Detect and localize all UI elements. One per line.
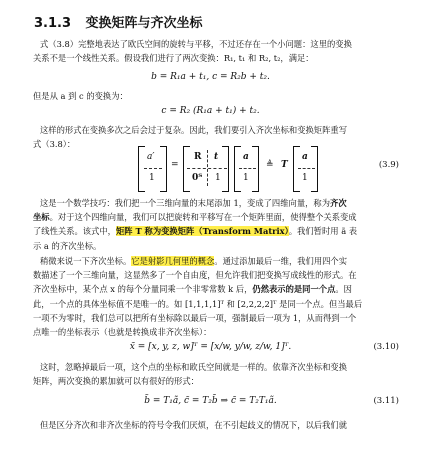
transform-right-bracket xyxy=(222,146,229,192)
equation-chain: b̃ = T₁ã, c̃ = T₂b̃ ⇒ c̃ = T₂T₁ã. xyxy=(144,396,277,406)
lhs-left-bracket xyxy=(138,146,145,192)
paragraph-5-line-2: 数描述了一个三维向量，这显然多了一个自由度，但允许我们把变换写成线性的形式。在 xyxy=(33,270,357,281)
paragraph-4-line-3-tail: 。我们暂时用 ã 表 xyxy=(288,226,358,237)
section-heading xyxy=(34,12,203,31)
paragraph-6-line-1: 这时，忽略掉最后一项，这个点的坐标和欧氏空间就是一样的。依靠齐次坐标和变换 xyxy=(40,362,347,372)
section-title: 变换矩阵与齐次坐标 xyxy=(85,16,203,31)
term-homogeneous: 齐次 xyxy=(330,198,347,208)
paragraph-4-line-1 xyxy=(40,196,399,210)
paragraph-1-line-2: 关系不是一个线性关系。假设我们进行了两次变换：R₁, t₁ 和 R₂, t₂，满足： xyxy=(33,53,314,64)
equals-sign: = xyxy=(171,160,179,170)
paragraph-5-line-1-tail: 。通过添加最后一维，我们用四个实 xyxy=(214,256,348,266)
matrix-entry-zero-t: 0ᵀ xyxy=(192,173,203,183)
paragraph-5-line-4: 此，一个点的具体坐标值不是唯一的。如 [1,1,1,1]ᵀ 和 [2,2,2,2]ᵀ 是同一个点。但当最后 xyxy=(33,298,363,309)
paragraph-5-line-6: 点唯一的坐标表示（也就是转换成非齐次坐标）： xyxy=(33,327,212,338)
equation-number-3-11: (3.11) xyxy=(373,396,399,406)
lhs-entry-one: 1 xyxy=(149,173,155,183)
paragraph-7: 但是区分齐次和非齐次坐标的符号令我们厌烦，在不引起歧义的情况下，以后我们就 xyxy=(40,420,347,430)
paragraph-1 xyxy=(33,37,399,65)
matrix-entry-one: 1 xyxy=(215,173,221,183)
equation-b: b = R₁a + t₁, c = R₂b + t₂. xyxy=(151,72,270,82)
rhs-left-bracket xyxy=(234,146,241,192)
transform-left-bracket xyxy=(183,146,190,192)
paragraph-6 xyxy=(33,360,399,388)
paragraph-5-line-1-text: 稍微来说一下齐次坐标。 xyxy=(40,256,132,266)
paragraph-4-line-3 xyxy=(33,224,399,238)
paragraph-4-line-4: 示 a 的齐次坐标。 xyxy=(33,240,102,251)
paragraph-4-line-2-text: 。对于这个四维向量，我们可以把旋转和平移写在一个矩阵里面，使得整个关系变成 xyxy=(49,212,357,223)
term-coordinates: 坐标 xyxy=(33,212,50,223)
paragraph-5-line-3-text: 齐次坐标中，某个点 x 的每个分量同乘一个非零常数 k 后， xyxy=(33,284,253,295)
paragraph-5-line-5: 一项不为零时，我们总可以把所有坐标除以最后一项，强制最后一项为 1，从而得到一个 xyxy=(33,312,357,323)
paragraph-5-line-3-tail: 。因 xyxy=(335,284,352,295)
lhs-entry-a-prime: a′ xyxy=(147,152,155,162)
paragraph-1-line-1: 式（3.8）完整地表达了欧氏空间的旋转与平移，不过还存在一个小问题：这里的变换 xyxy=(40,39,352,49)
matrix-entry-t: t xyxy=(214,152,219,162)
paragraph-3-line-1: 这样的形式在变换多次之后会过于复杂。因此，我们要引入齐次坐标和变换矩阵重写 xyxy=(40,125,347,135)
matrix-horizontal-divider xyxy=(187,168,227,169)
equation-homogeneous-x: x̃ = [x, y, z, w]ᵀ = [x/w, y/w, z/w, 1]ᵀ. xyxy=(129,342,292,352)
equation-c: c = R₂ (R₁a + t₁) + t₂. xyxy=(161,106,260,116)
equation-number-3-10: (3.10) xyxy=(373,342,399,352)
matrix-entry-r: R xyxy=(194,152,202,162)
definition-sign: ≜ xyxy=(266,160,274,170)
transform-symbol: T xyxy=(281,160,288,170)
highlight-projective-geometry: 它是射影几何里的概念 xyxy=(131,256,215,266)
rhs-entry-one: 1 xyxy=(243,173,249,183)
paragraph-5 xyxy=(33,254,399,339)
term-same-point: 仍然表示的是同一个点 xyxy=(252,284,336,295)
paragraph-4-line-3-text: 了线性关系。该式中， xyxy=(33,226,116,237)
equation-number-3-9: (3.9) xyxy=(378,160,399,170)
paragraph-6-line-2: 矩阵，两次变换的累加就可以有很好的形式： xyxy=(33,376,199,387)
section-number: 3.1.3 xyxy=(34,16,72,31)
tail-right-bracket xyxy=(311,146,318,192)
tail-left-bracket xyxy=(293,146,300,192)
tail-entry-a: a xyxy=(302,152,308,162)
paragraph-5-line-3 xyxy=(33,282,399,296)
paragraph-4-line-1-text: 这是一个数学技巧：我们把一个三维向量的末尾添加 1，变成了四维向量，称为 xyxy=(40,198,331,208)
rhs-entry-a: a xyxy=(243,152,249,162)
matrix-equation xyxy=(0,146,421,190)
highlight-transform-matrix: 矩阵 T 称为变换矩阵（Transform Matrix） xyxy=(115,226,289,237)
lhs-right-bracket xyxy=(160,146,167,192)
paragraph-3-line-2: 式（3.8）： xyxy=(33,139,76,150)
paragraph-4 xyxy=(33,196,399,253)
rhs-right-bracket xyxy=(252,146,259,192)
paragraph-4-line-2 xyxy=(33,210,399,224)
paragraph-5-line-1 xyxy=(40,254,399,268)
tail-entry-one: 1 xyxy=(302,173,308,183)
paragraph-2: 但是从 a 到 c 的变换为： xyxy=(33,91,128,101)
